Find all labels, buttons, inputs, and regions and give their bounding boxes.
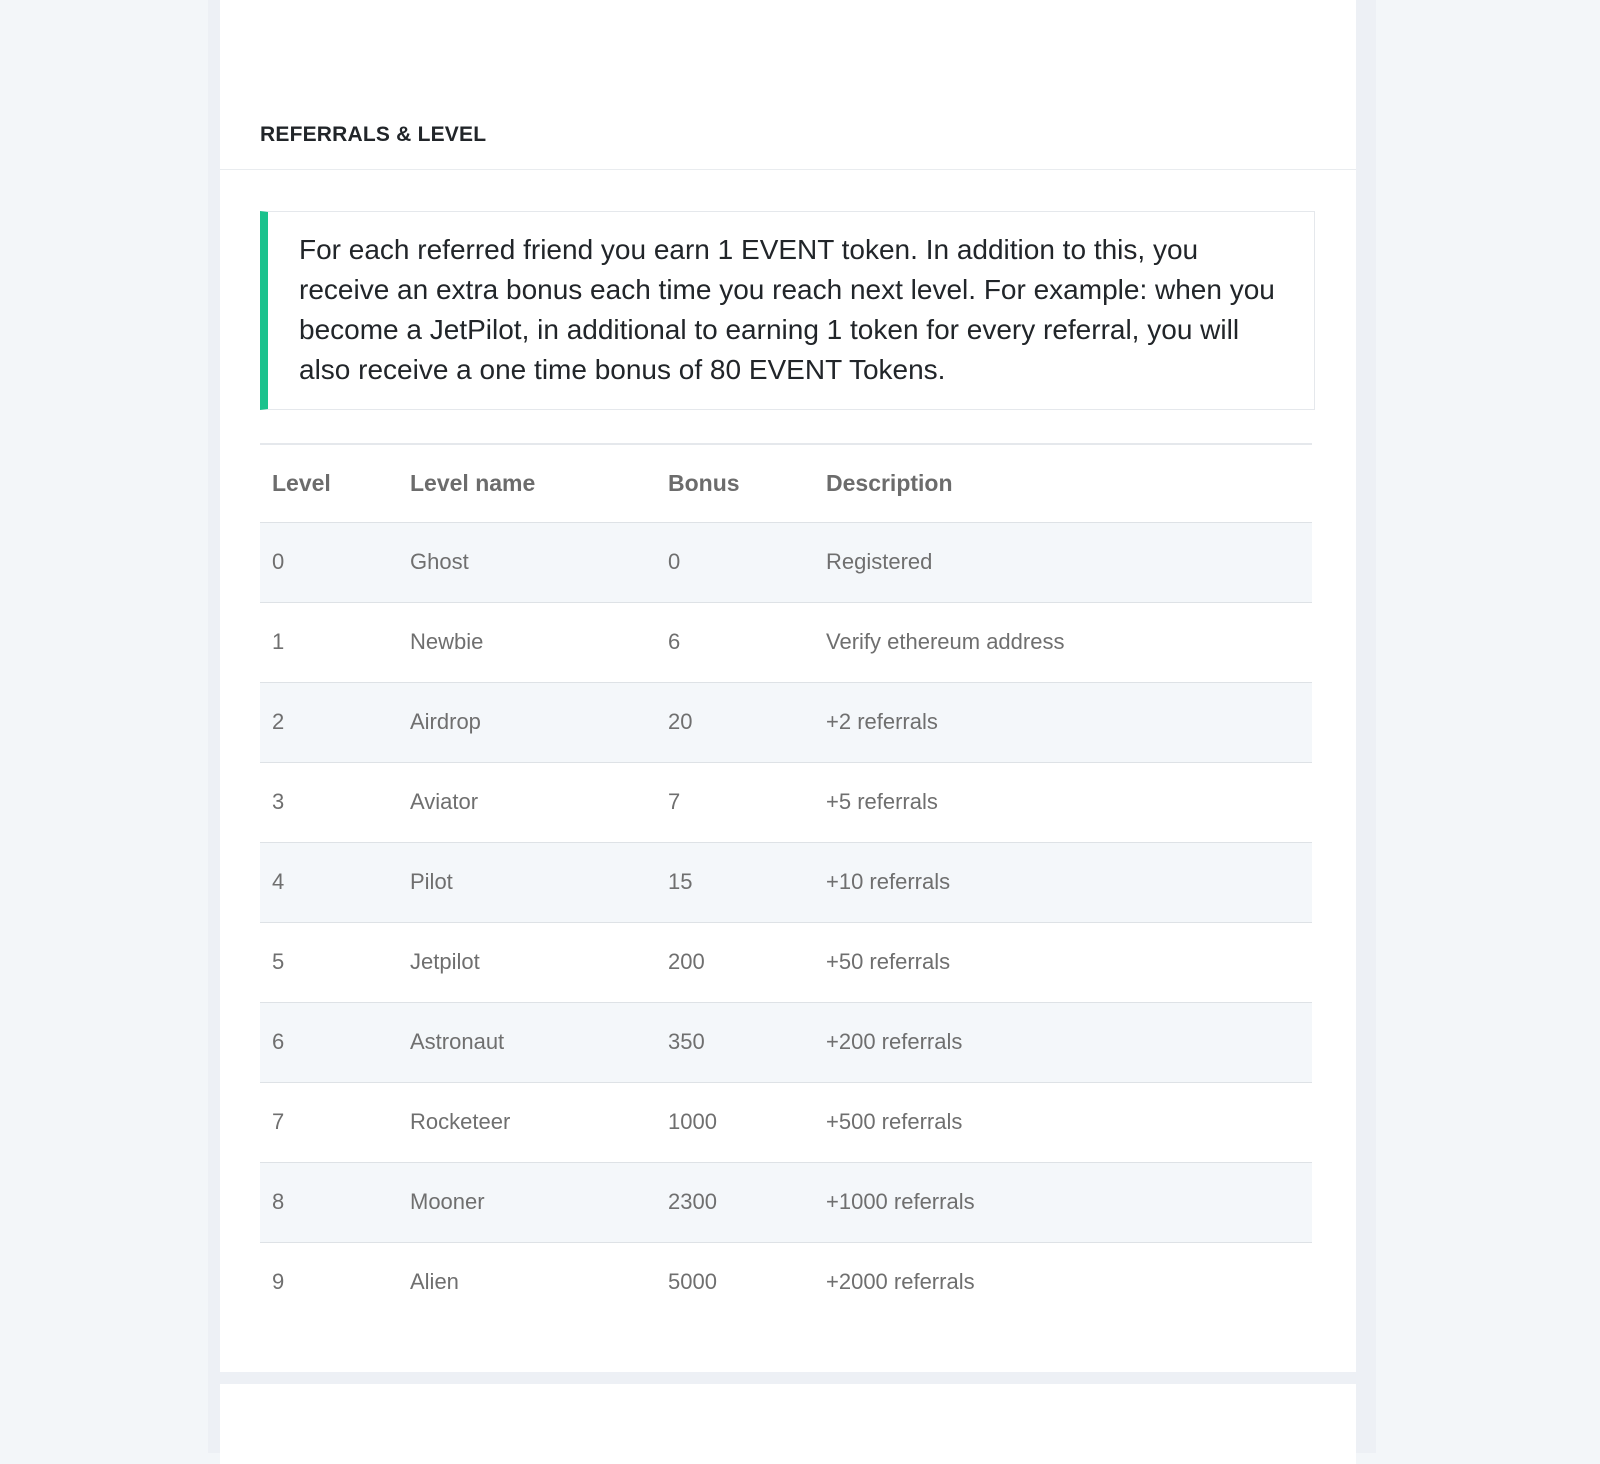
cell-description: +200 referrals bbox=[814, 1002, 1312, 1082]
cell-bonus: 2300 bbox=[656, 1162, 814, 1242]
cell-bonus: 6 bbox=[656, 602, 814, 682]
cell-level: 2 bbox=[260, 682, 398, 762]
cell-description: Verify ethereum address bbox=[814, 602, 1312, 682]
cell-level: 8 bbox=[260, 1162, 398, 1242]
header-level: Level bbox=[260, 444, 398, 522]
referral-info-callout bbox=[260, 211, 1315, 410]
cell-level-name: Rocketeer bbox=[398, 1082, 656, 1162]
table-row bbox=[260, 1082, 1312, 1162]
cell-description: +2000 referrals bbox=[826, 1269, 975, 1295]
header-description: Description bbox=[814, 444, 1312, 522]
cell-level-name: Airdrop bbox=[398, 682, 656, 762]
table-row bbox=[260, 1002, 1312, 1082]
cell-level: 7 bbox=[260, 1082, 398, 1162]
header-level-name: Level name bbox=[398, 444, 656, 522]
cell-level-name: Aviator bbox=[398, 762, 656, 842]
cell-level: 5 bbox=[260, 922, 398, 1002]
cell-level: 1 bbox=[260, 602, 398, 682]
cell-level-name: Newbie bbox=[398, 602, 656, 682]
cell-description: +10 referrals bbox=[814, 842, 1312, 922]
cell-description: +1000 referrals bbox=[814, 1162, 1312, 1242]
cell-description: Registered bbox=[814, 522, 1312, 602]
cell-description: +5 referrals bbox=[814, 762, 1312, 842]
cell-bonus: 350 bbox=[656, 1002, 814, 1082]
cell-bonus: 20 bbox=[656, 682, 814, 762]
cell-bonus: 200 bbox=[656, 922, 814, 1002]
cell-description: +2 referrals bbox=[814, 682, 1312, 762]
card-body bbox=[220, 170, 1356, 1322]
levels-table bbox=[260, 443, 1312, 1322]
table-header-row bbox=[260, 444, 1312, 522]
previous-card bbox=[220, 0, 1356, 100]
cell-bonus: 5000 bbox=[668, 1269, 717, 1295]
cell-level-name: Astronaut bbox=[398, 1002, 656, 1082]
cell-level-name: Mooner bbox=[398, 1162, 656, 1242]
cell-bonus: 0 bbox=[656, 522, 814, 602]
cell-level-name: Jetpilot bbox=[398, 922, 656, 1002]
header-bonus: Bonus bbox=[656, 444, 814, 522]
cell-description: +500 referrals bbox=[814, 1082, 1312, 1162]
table-row bbox=[260, 922, 1312, 1002]
cell-level-name: Pilot bbox=[398, 842, 656, 922]
cell-level: 9 bbox=[272, 1269, 285, 1295]
card-header bbox=[220, 100, 1356, 170]
next-card bbox=[220, 1384, 1356, 1464]
table-row bbox=[260, 1162, 1312, 1242]
table-row bbox=[260, 762, 1312, 842]
table-row bbox=[260, 842, 1312, 922]
table-row bbox=[260, 1242, 1312, 1322]
referrals-level-card bbox=[220, 100, 1356, 1372]
cell-level: 6 bbox=[260, 1002, 398, 1082]
cell-description: +50 referrals bbox=[814, 922, 1312, 1002]
table-row bbox=[260, 602, 1312, 682]
card-title: REFERRALS & LEVEL bbox=[260, 122, 487, 146]
table-row bbox=[260, 682, 1312, 762]
cell-bonus: 7 bbox=[656, 762, 814, 842]
cell-bonus: 1000 bbox=[656, 1082, 814, 1162]
cell-level-name: Alien bbox=[410, 1269, 459, 1295]
cell-bonus: 15 bbox=[656, 842, 814, 922]
cell-level: 4 bbox=[260, 842, 398, 922]
callout-text: For each referred friend you earn 1 EVENT token. In addition to this, you receive an extra bonus each time you reach next level. For example: when you become a JetPilot, in additional to earning 1 token for every referral, you will also receive a one time bonus of 80 EVENT Tokens. bbox=[299, 234, 1275, 385]
cell-level-name: Ghost bbox=[398, 522, 656, 602]
table-row bbox=[260, 522, 1312, 602]
cell-level: 0 bbox=[260, 522, 398, 602]
cell-level: 3 bbox=[260, 762, 398, 842]
